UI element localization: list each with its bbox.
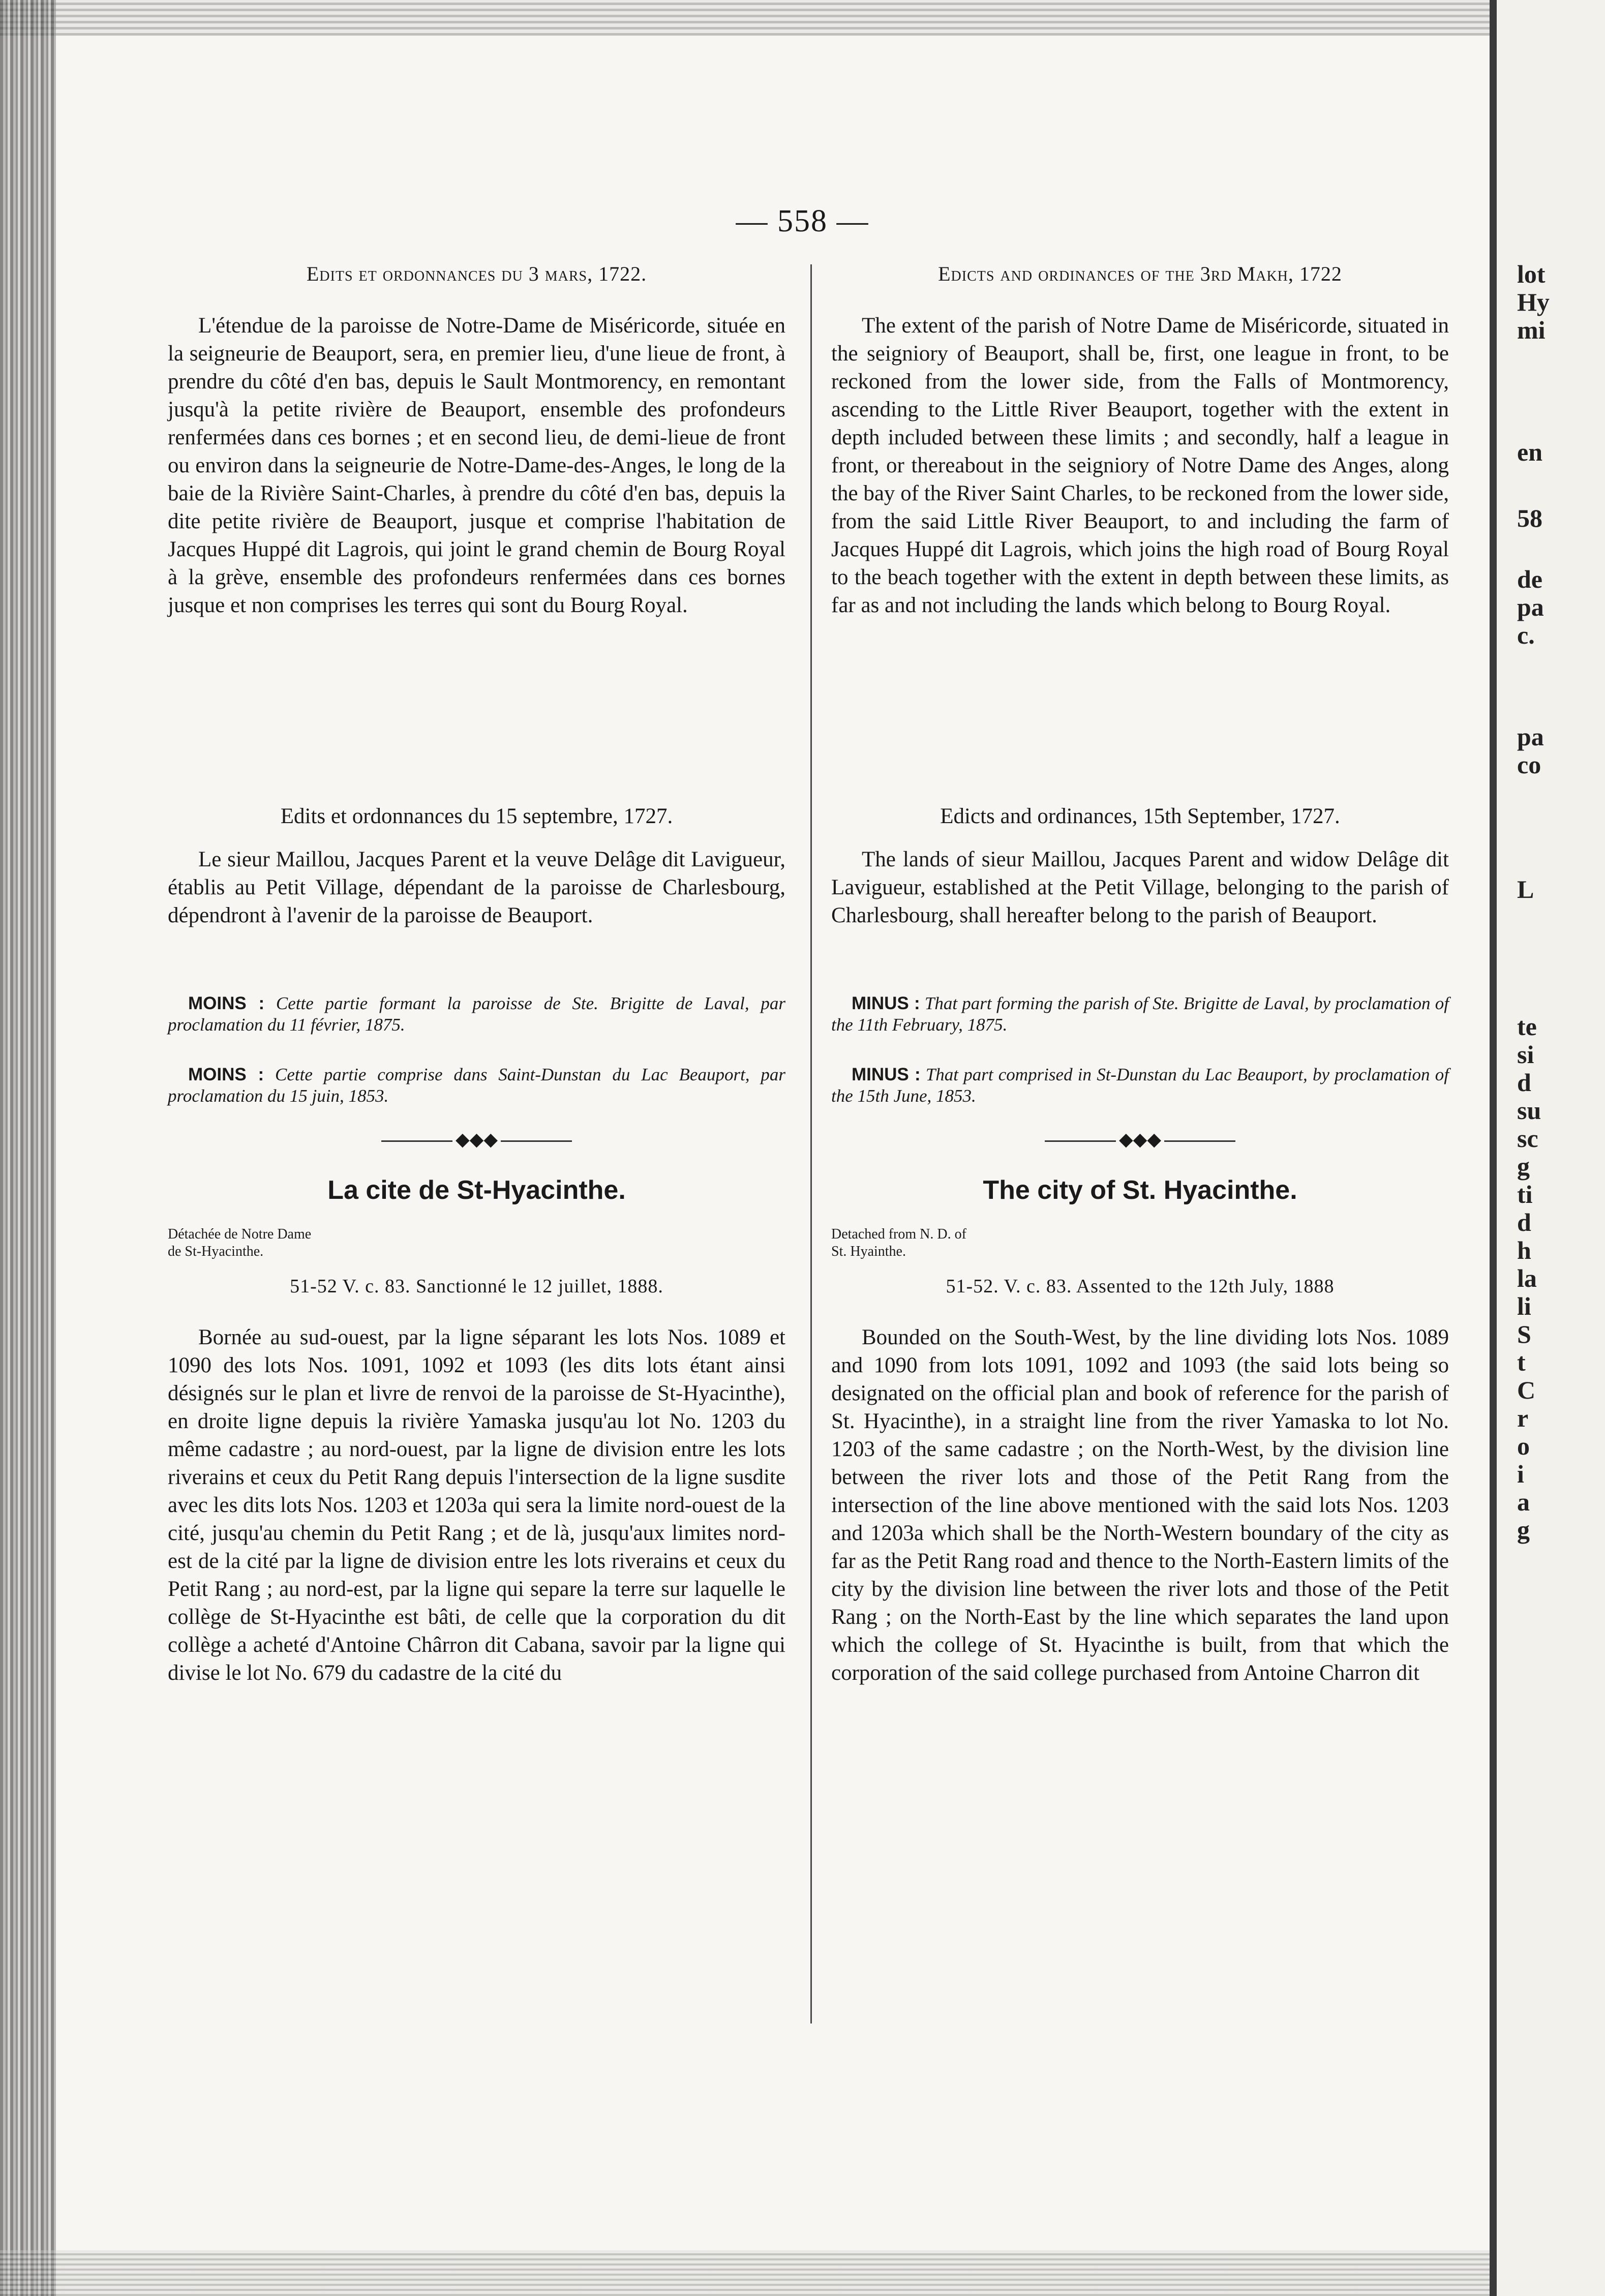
french-column: [168, 262, 785, 1949]
adjacent-fragment: lot: [1517, 260, 1546, 288]
adjacent-fragment: d: [1517, 1208, 1531, 1236]
french-section-header: Edits et ordonnances du 3 mars, 1722.: [306, 262, 647, 285]
adjacent-fragment: L: [1517, 875, 1534, 903]
scan-edge-top: [0, 0, 1605, 36]
ornament-divider: ◆◆◆: [831, 1129, 1449, 1150]
adjacent-fragment: si: [1517, 1040, 1534, 1069]
french-statute-reference: 51-52 V. c. 83. Sanctionné le 12 juillet, 1888.: [290, 1276, 663, 1297]
adjacent-fragment: g: [1517, 1152, 1530, 1181]
french-subheading-1727: Edits et ordonnances du 15 septembre, 1727.: [280, 804, 673, 828]
adjacent-fragment: c.: [1517, 621, 1535, 649]
adjacent-fragment: la: [1517, 1264, 1537, 1292]
french-note-2-text: Cette partie comprise dans Saint-Dunstan du Lac Beauport, par proclamation du 15 juin, 1853.: [168, 1065, 785, 1106]
adjacent-fragment: S: [1517, 1320, 1531, 1348]
adjacent-fragment: g: [1517, 1516, 1530, 1544]
french-paragraph-2: Le sieur Maillou, Jacques Parent et la veuve Delâge dit Lavigueur, établis au Petit Village, dépendant de la paroisse de Charlesbourg, dépendront à l'avenir de la paroisse de Beauport.: [168, 848, 785, 927]
french-detached-note: [168, 1226, 785, 1260]
french-note-1-label: MOINS :: [188, 993, 265, 1013]
english-column: [831, 262, 1449, 1949]
adjacent-fragment: pa: [1517, 722, 1544, 751]
adjacent-fragment: ti: [1517, 1180, 1533, 1209]
french-note-2-label: MOINS :: [188, 1065, 264, 1084]
adjacent-page-strip: [1490, 0, 1605, 2296]
adjacent-fragment: 58: [1517, 504, 1542, 532]
column-divider: [810, 264, 812, 2023]
french-paragraph-1: L'étendue de la paroisse de Notre-Dame de Miséricorde, située en la seigneurie de Beauport, sera, en premier lieu, d'une lieue de front, à prendre du côté d'en bas, depuis le Sault Montmorency, en remontant jusqu'à la petite rivière de Beauport, ensemble des profondeurs renfermées dans ces bornes ; et en second lieu, de demi-lieue de front ou environ dans la seigneurie de Notre-Dame-des-Anges, le long de la baie de la Rivière Saint-Charles, à prendre du côté d'en bas, depuis la dite petite rivière de Beauport, jusque et comprise l'habitation de Jacques Huppé dit Lagrois, qui joint le grand chemin de Bourg Royal à la grève, ensemble des profondeurs renfermées dans ces bornes jusque et non comprises les terres qui sont du Bourg Royal.: [168, 314, 785, 617]
english-city-heading: The city of St. Hyacinthe.: [983, 1175, 1297, 1205]
english-note-1-text: That part forming the parish of Ste. Brigitte de Laval, by proclamation of the 11th February, 1875.: [831, 993, 1449, 1035]
adjacent-fragment: a: [1517, 1488, 1530, 1516]
adjacent-fragment: sc: [1517, 1124, 1538, 1153]
french-paragraph-3: Bornée au sud-ouest, par la ligne séparant les lots Nos. 1089 et 1090 des lots Nos. 1091, 1092 et 1093 (les dits lots étant ainsi désignés sur le plan et livre de renvoi de la paroisse de St-Hyacinthe), en droite ligne depuis la rivière Yamaska jusqu'au lot No. 1203 du même cadastre ; au nord-ouest, par la ligne de division entre les lots riverains et ceux du Petit Rang depuis l'intersection de la ligne susdite avec les dits lots Nos. 1203 et 1203a qui sera la limite nord-ouest de la cité, jusqu'au chemin du Petit Rang ; et de là, jusqu'aux limites nord-est de la cité par la ligne de division entre les lots riverains et ceux du Petit Rang ; au nord-est, par la ligne qui separe la terre sur laquelle le collège de St-Hyacinthe est bâti, de celle que la corporation du dit collège a acheté d'Antoine Chârron dit Cabana, savoir par la ligne qui divise le lot No. 679 du cadastre de la cité du: [168, 1325, 785, 1685]
adjacent-fragment: d: [1517, 1068, 1531, 1097]
english-note-1: [831, 993, 1449, 1059]
french-note-2: [168, 1064, 785, 1129]
english-subheading-1727: Edicts and ordinances, 15th September, 1727.: [940, 804, 1340, 828]
french-city-heading: La cite de St-Hyacinthe.: [327, 1175, 626, 1205]
adjacent-fragment: C: [1517, 1376, 1536, 1404]
english-detached-line-1: Detached from N. D. of: [831, 1226, 966, 1242]
adjacent-fragment: t: [1517, 1348, 1526, 1376]
english-note-2: [831, 1064, 1449, 1129]
adjacent-fragment: te: [1517, 1012, 1537, 1041]
adjacent-fragment: pa: [1517, 593, 1544, 621]
adjacent-fragment: mi: [1517, 316, 1546, 344]
ornament-divider: ◆◆◆: [168, 1129, 785, 1150]
adjacent-fragment: en: [1517, 438, 1542, 466]
english-paragraph-2: The lands of sieur Maillou, Jacques Parent and widow Delâge dit Lavigueur, established at the Petit Village, belonging to the parish of Charlesbourg, shall hereafter belong to the parish of Beauport.: [831, 848, 1449, 927]
french-note-1: [168, 993, 785, 1059]
adjacent-fragment: r: [1517, 1404, 1529, 1432]
scan-edge-bottom: [0, 2250, 1605, 2296]
adjacent-fragment: de: [1517, 565, 1542, 593]
english-statute-reference: 51-52. V. c. 83. Assented to the 12th July, 1888: [946, 1276, 1335, 1297]
english-paragraph-1: The extent of the parish of Notre Dame de Miséricorde, situated in the seigniory of Beauport, shall be, first, one league in front, to be reckoned from the lower side, from the Falls of Montmorency, ascending to the Little River Beauport, together with the extent in depth included between these limits ; and secondly, half a league in front, or thereabout in the seigniory of Notre Dame des Anges, along the bay of the River Saint Charles, to be reckoned from the lower side, from the said Little River Beauport, to and including the farm of Jacques Huppé dit Lagrois, which joins the high road of Bourg Royal to the beach together with the extent in depth between these limits, as far as and not including the lands which belong to Bourg Royal.: [831, 314, 1449, 617]
french-detached-line-2: de St-Hyacinthe.: [168, 1244, 264, 1259]
adjacent-fragment: li: [1517, 1292, 1531, 1320]
english-detached-line-2: St. Hyainthe.: [831, 1244, 906, 1259]
french-detached-line-1: Détachée de Notre Dame: [168, 1226, 312, 1242]
page-number: — 558 —: [736, 204, 869, 238]
english-note-1-label: MINUS :: [852, 993, 920, 1013]
adjacent-fragment: co: [1517, 750, 1541, 779]
english-note-2-text: That part comprised in St-Dunstan du Lac Beauport, by proclamation of the 15th June, 1853.: [831, 1065, 1449, 1106]
scan-edge-left: [0, 0, 56, 2296]
english-note-2-label: MINUS :: [852, 1065, 921, 1084]
adjacent-fragment: i: [1517, 1460, 1524, 1488]
french-note-1-text: Cette partie formant la paroisse de Ste. Brigitte de Laval, par proclamation du 11 février, 1875.: [168, 993, 785, 1035]
adjacent-fragment: o: [1517, 1432, 1530, 1460]
english-section-header: Edicts and ordinances of the 3rd Makh, 1722: [938, 262, 1342, 285]
english-detached-note: [831, 1226, 1449, 1260]
adjacent-fragment: su: [1517, 1096, 1541, 1125]
adjacent-fragment: Hy: [1517, 288, 1550, 316]
adjacent-fragment: h: [1517, 1236, 1531, 1264]
english-paragraph-3: Bounded on the South-West, by the line dividing lots Nos. 1089 and 1090 from lots 1091, 1092 and 1093 (the said lots being so designated on the official plan and book of reference for the parish of St. Hyacinthe), in a straight line from the river Yamaska to lot No. 1203 of the same cadastre ; on the North-West, by the division line between the river lots and those of the Petit Rang from the intersection of the line above mentioned with the said lots Nos. 1203 and 1203a which shall be the North-Western boundary of the city as far as the Petit Rang road and thence to the North-Eastern limits of the city by the division line between the river lots and those of the Petit Rang ; on the North-East by the line which separates the land upon which the college of St. Hyacinthe is built, from that which the corporation of the said college purchased from Antoine Charron dit: [831, 1325, 1449, 1685]
